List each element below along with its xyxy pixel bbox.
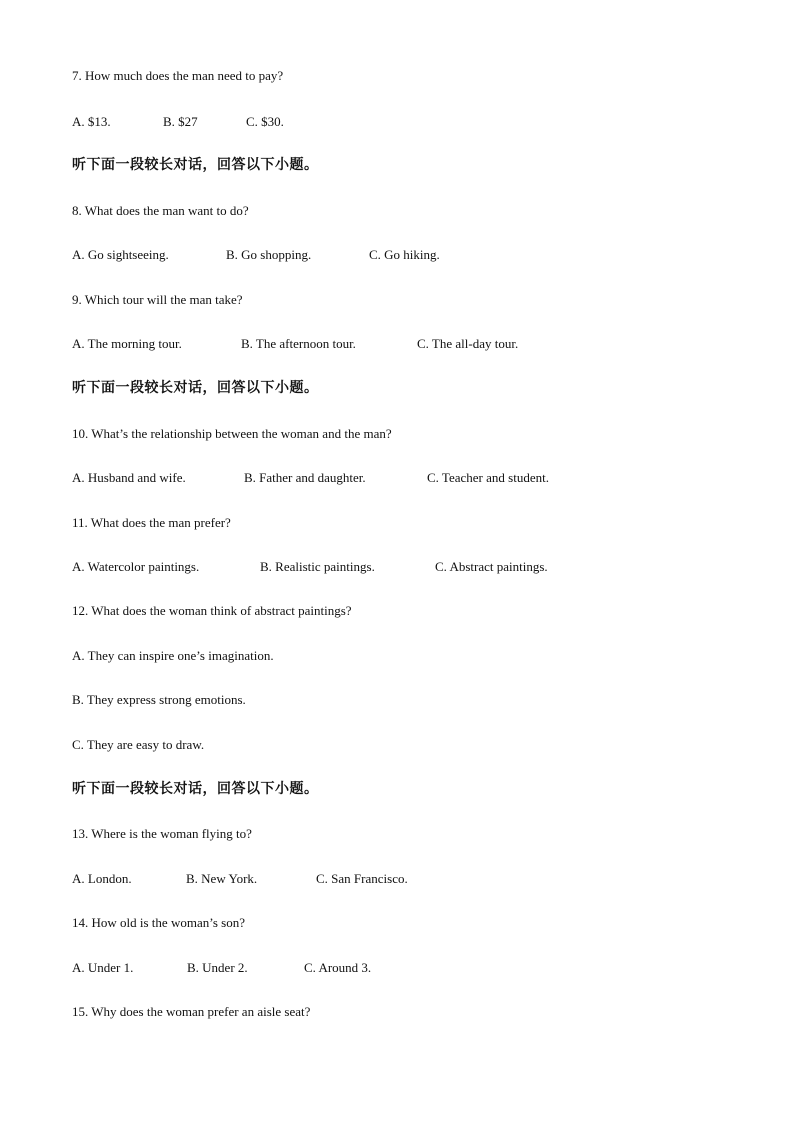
section-heading-3: 听下面一段较长对话，回答以下小题。 [72, 781, 319, 797]
question-9: 9. Which tour will the man take? [72, 292, 243, 307]
option-c: C. Teacher and student. [427, 470, 549, 485]
option-a: A. Watercolor paintings. [72, 559, 200, 574]
option-b: B. Realistic paintings. [260, 559, 375, 574]
option-a: A. Go sightseeing. [72, 247, 169, 262]
option-c: C. $30. [246, 114, 284, 129]
option-b: B. $27 [163, 114, 198, 129]
question-14: 14. How old is the woman’s son? [72, 915, 245, 930]
question-13: 13. Where is the woman flying to? [72, 826, 252, 841]
section-heading-1: 听下面一段较长对话，回答以下小题。 [72, 157, 319, 173]
option-b: B. New York. [186, 871, 258, 886]
section-heading-2: 听下面一段较长对话，回答以下小题。 [72, 380, 319, 396]
question-12-option-c: C. They are easy to draw. [72, 737, 205, 752]
option-a: A. London. [72, 871, 132, 886]
option-c: C. Around 3. [304, 960, 372, 975]
option-a: A. The morning tour. [72, 336, 182, 351]
option-b: B. Under 2. [187, 960, 248, 975]
option-b: B. Father and daughter. [244, 470, 366, 485]
option-a: A. Husband and wife. [72, 470, 186, 485]
option-c: C. The all-day tour. [417, 336, 519, 351]
option-b: B. The afternoon tour. [241, 336, 356, 351]
question-12: 12. What does the woman think of abstract paintings? [72, 603, 352, 618]
question-10: 10. What’s the relationship between the woman and the man? [72, 426, 392, 441]
option-c: C. San Francisco. [316, 871, 408, 886]
question-12-option-a: A. They can inspire one’s imagination. [72, 648, 274, 663]
question-11: 11. What does the man prefer? [72, 515, 231, 530]
question-7: 7. How much does the man need to pay? [72, 68, 284, 83]
question-8: 8. What does the man want to do? [72, 203, 249, 218]
option-c: C. Abstract paintings. [435, 559, 548, 574]
option-b: B. Go shopping. [226, 247, 312, 262]
option-a: A. $13. [72, 114, 111, 129]
question-12-option-b: B. They express strong emotions. [72, 692, 246, 707]
option-a: A. Under 1. [72, 960, 134, 975]
question-15: 15. Why does the woman prefer an aisle seat? [72, 1004, 311, 1019]
option-c: C. Go hiking. [369, 247, 440, 262]
